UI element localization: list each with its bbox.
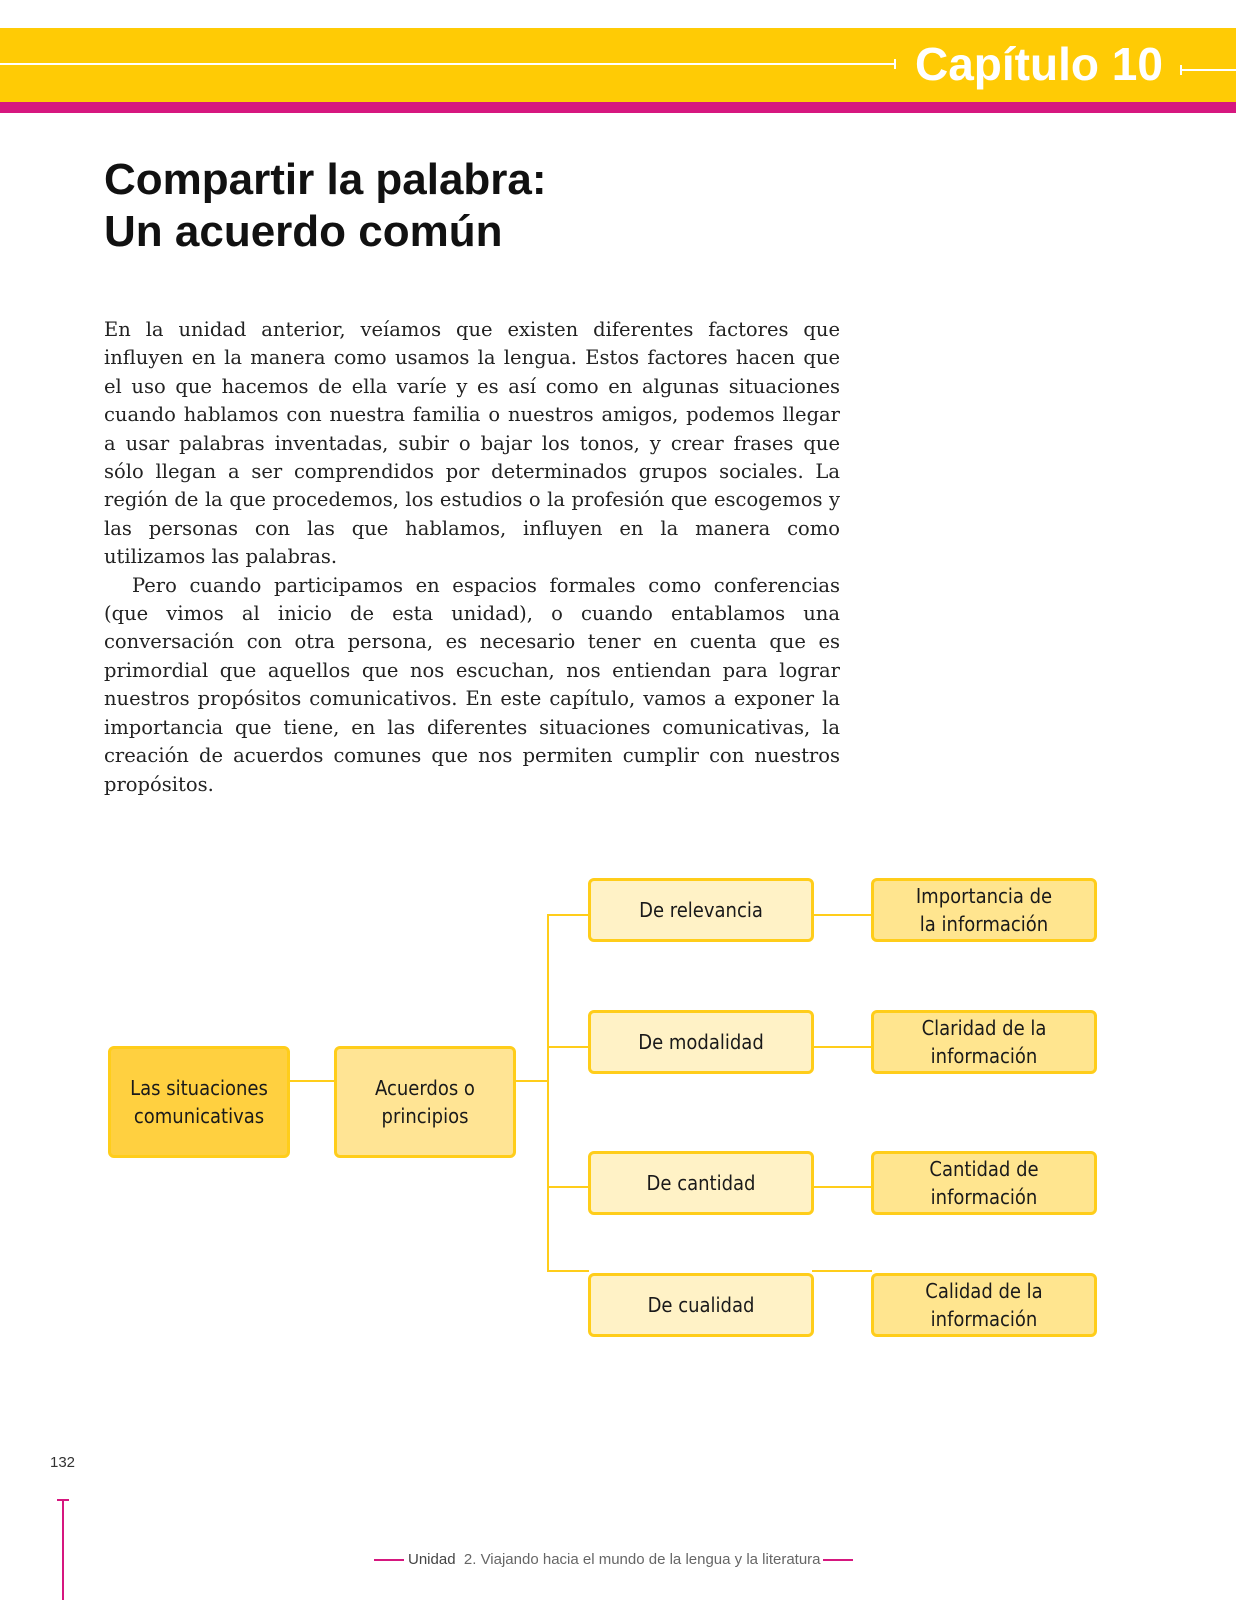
footer-unit-label: Unidad [408, 1551, 456, 1568]
header-rule-tick-left [894, 59, 896, 69]
footer-rule-right [823, 1559, 853, 1561]
header-rule-right [1180, 69, 1236, 71]
footer-unit-text: 2. Viajando hacia el mundo de la lengua y la literatura [463, 1551, 821, 1568]
page-title-line-2: Un acuerdo común [104, 207, 503, 256]
header-rule-tick-right [1180, 65, 1182, 75]
connector-desc-3 [812, 1186, 872, 1188]
node-de-relevancia: De relevancia [588, 878, 814, 942]
footer-rule-left [374, 1559, 404, 1561]
paragraph-2: Pero cuando participamos en espacios formales como conferencias (que vimos al inicio de esta unidad), o cuando entablamos una conversación con otra persona, es necesario tener en cuenta que es primordial que aquellos que nos escuchan, nos entiendan para lograr nuestros propósitos comunicativos. En este capítulo, vamos a exponer la importancia que tiene, en las diferentes situaciones comunicativas, la creación de acuerdos comunes que nos permiten cumplir con nuestros propósitos. [104, 573, 840, 796]
node-de-cantidad: De cantidad [588, 1151, 814, 1215]
connector-desc-2 [812, 1046, 872, 1048]
connector-trunk [547, 914, 549, 1272]
page-number: 132 [50, 1454, 76, 1471]
connector-root-middle [287, 1080, 334, 1082]
node-importancia-informacion: Importancia de la información [871, 878, 1097, 942]
node-situaciones-comunicativas: Las situaciones comunicativas [108, 1046, 290, 1158]
header-magenta-stripe [0, 102, 1236, 113]
page-title-line-1: Compartir la palabra: [104, 155, 547, 204]
running-footer [374, 1549, 884, 1573]
connector-branch-4 [547, 1270, 589, 1272]
connector-branch-1 [547, 914, 589, 916]
page-title [104, 154, 804, 258]
concept-map [0, 860, 1236, 1340]
connector-desc-1 [812, 914, 872, 916]
node-acuerdos-principios: Acuerdos o principios [334, 1046, 516, 1158]
node-calidad-informacion: Calidad de la información [871, 1273, 1097, 1337]
connector-middle-trunk [515, 1080, 549, 1082]
chapter-label: Capítulo 10 [915, 38, 1163, 90]
paragraph-1: En la unidad anterior, veíamos que existen diferentes factores que influyen en la manera como usamos la lengua. Estos factores hacen que el uso que hacemos de ella varíe y es así como en algunas situaciones cuando hablamos con nuestra familia o nuestros amigos, podemos llegar a usar palabras inventadas, subir o bajar los tonos, y crear frases que sólo llegan a ser comprendidos por determinados grupos sociales. La región de la que procedemos, los estudios o la profesión que escogemos y las personas con las que hablamos, influyen en la manera como utilizamos las palabras. [104, 318, 840, 569]
margin-rule [62, 1500, 64, 1600]
connector-branch-3 [547, 1186, 589, 1188]
connector-branch-2 [547, 1046, 589, 1048]
body-text [104, 316, 840, 799]
node-de-modalidad: De modalidad [588, 1010, 814, 1074]
node-cantidad-informacion: Cantidad de información [871, 1151, 1097, 1215]
header-rule-left [0, 63, 896, 65]
node-de-cualidad: De cualidad [588, 1273, 814, 1337]
connector-desc-4 [812, 1270, 872, 1272]
node-claridad-informacion: Claridad de la información [871, 1010, 1097, 1074]
